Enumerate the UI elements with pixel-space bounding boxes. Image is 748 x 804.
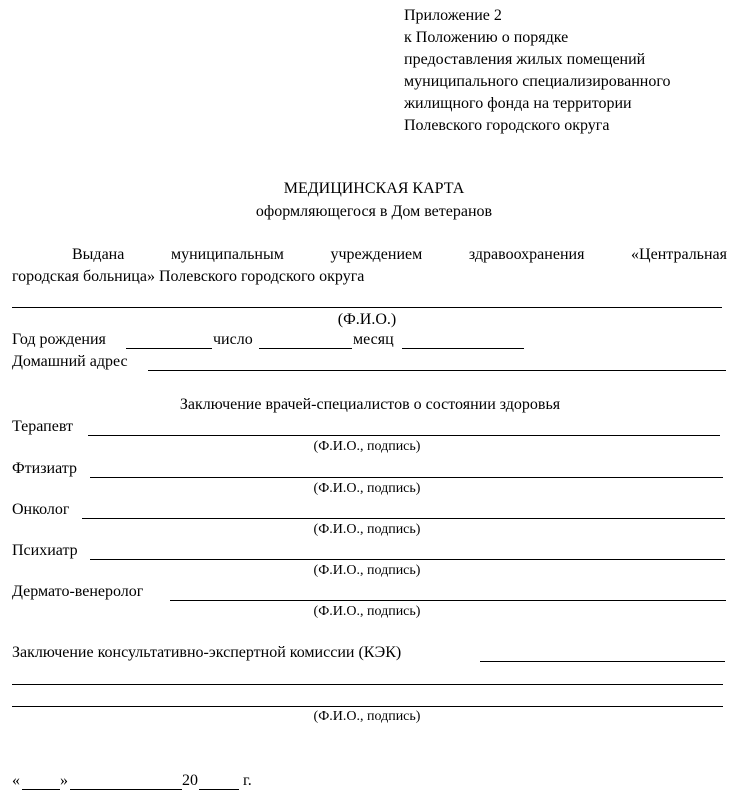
doctor-field-phthisiatrician[interactable] (90, 477, 723, 478)
conclusion-heading: Заключение врачей-специалистов о состоянии здоровья (179, 396, 561, 413)
doctor-label-therapist: Терапевт (12, 418, 73, 435)
appendix-line: Полевского городского округа (404, 117, 610, 134)
appendix-line: к Положению о порядке (404, 29, 569, 46)
appendix-line: жилищного фонда на территории (404, 95, 632, 112)
appendix-block (404, 5, 670, 137)
doctor-field-dermatovenereologist[interactable] (170, 600, 726, 601)
kek-field-2[interactable] (12, 684, 723, 685)
doctor-caption: (Ф.И.О., подпись) (313, 481, 421, 496)
issued-word: муниципальным (170, 246, 284, 263)
doctor-label-psychiatrist: Психиатр (12, 542, 78, 559)
doctor-caption: (Ф.И.О., подпись) (313, 563, 421, 578)
address-field[interactable] (148, 370, 726, 371)
date-open-quote: « (12, 772, 20, 789)
appendix-line: Приложение 2 (404, 7, 502, 24)
doctor-caption: (Ф.И.О., подпись) (313, 522, 421, 537)
kek-field-3[interactable] (12, 706, 723, 707)
birth-year-label: Год рождения (12, 331, 106, 348)
birth-day-label: число (213, 331, 253, 348)
document-title: МЕДИЦИНСКАЯ КАРТА (283, 180, 465, 197)
birth-month-field[interactable] (402, 348, 524, 349)
appendix-line: муниципального специализированного (404, 73, 671, 90)
doctor-caption: (Ф.И.О., подпись) (313, 439, 421, 454)
issued-word: Выдана (72, 246, 125, 263)
kek-caption: (Ф.И.О., подпись) (313, 709, 421, 724)
issued-line-1 (72, 246, 727, 264)
issued-word: здравоохранения (468, 246, 585, 263)
date-day-field[interactable] (22, 789, 60, 790)
birth-month-label: месяц (353, 331, 394, 348)
issued-word: учреждением (330, 246, 423, 263)
doctor-label-phthisiatrician: Фтизиатр (12, 460, 77, 477)
doctor-field-psychiatrist[interactable] (90, 559, 725, 560)
date-year-suffix: г. (243, 772, 252, 789)
date-year-prefix: 20 (182, 772, 198, 789)
document-subtitle: оформляющегося в Дом ветеранов (255, 203, 493, 220)
issued-word: «Центральная (631, 246, 727, 263)
fio-caption: (Ф.И.О.) (337, 311, 397, 328)
address-label: Домашний адрес (12, 353, 128, 370)
appendix-line: предоставления жилых помещений (404, 51, 646, 68)
birth-day-field[interactable] (259, 348, 352, 349)
doctor-label-oncologist: Онколог (12, 501, 70, 518)
date-close-quote: » (60, 772, 68, 789)
fio-field[interactable] (12, 307, 722, 308)
doctor-field-oncologist[interactable] (82, 518, 725, 519)
doctor-label-dermatovenereologist: Дермато-венеролог (12, 583, 144, 600)
date-month-field[interactable] (70, 789, 182, 790)
doctor-caption: (Ф.И.О., подпись) (313, 604, 421, 619)
issued-line-2: городская больница» Полевского городского округа (12, 268, 365, 285)
birth-year-field[interactable] (126, 348, 212, 349)
date-year-field[interactable] (199, 789, 239, 790)
doctor-field-therapist[interactable] (88, 435, 720, 436)
kek-label: Заключение консультативно-экспертной комиссии (КЭК) (12, 644, 402, 661)
kek-field-1[interactable] (480, 661, 725, 662)
